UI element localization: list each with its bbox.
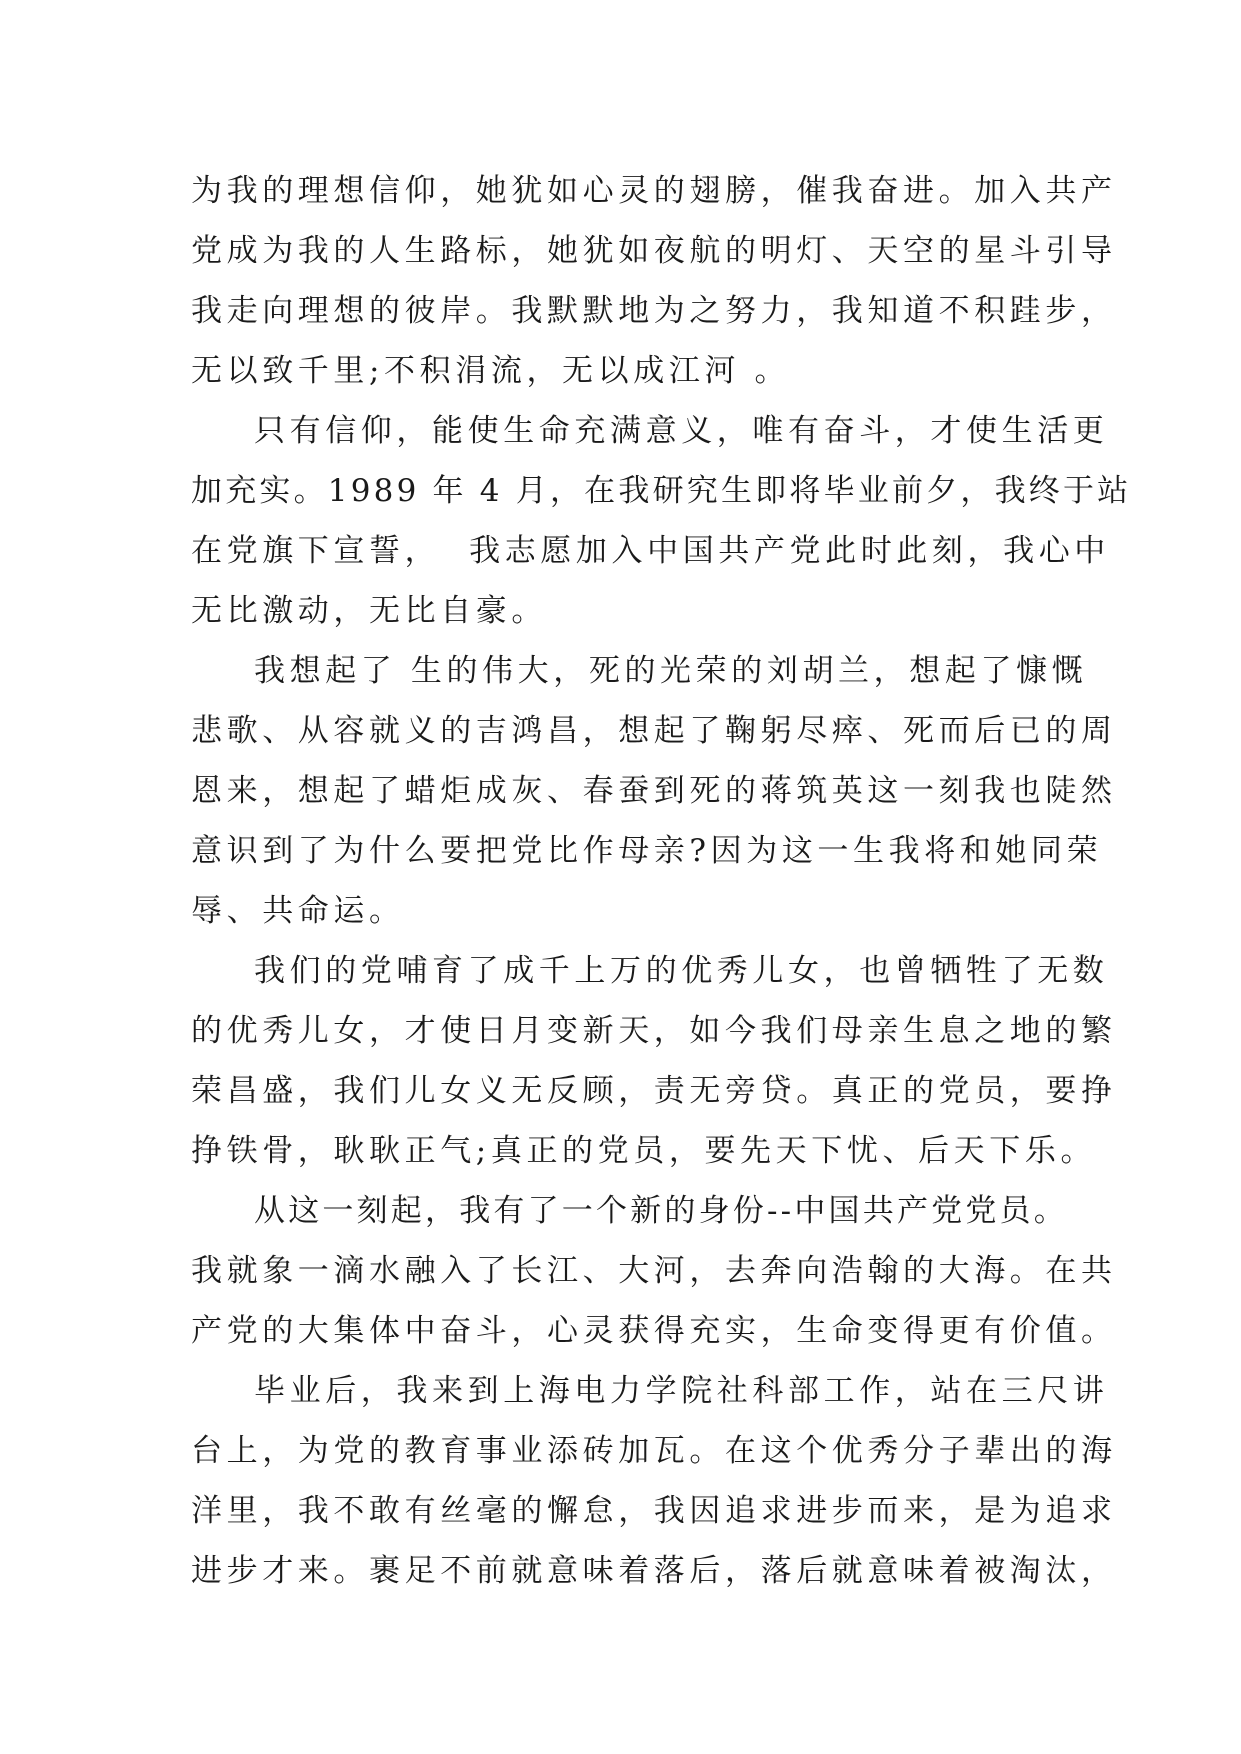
paragraph-start-line: 毕业后，我来到上海电力学院社科部工作，站在三尺讲: [254, 1373, 1109, 1409]
text-line-7: 在党旗下宣誓， 我志愿加入中国共产党此时此刻，我心中: [191, 533, 1110, 569]
text-line-17: 挣铁骨，耿耿正气;真正的党员，要先天下忧、后天下乐。: [191, 1133, 1097, 1169]
text-line-20: 产党的大集体中奋斗，心灵获得充实，生命变得更有价值。: [191, 1313, 1117, 1349]
text-line-10: 悲歌、从容就义的吉鸿昌，想起了鞠躬尽瘁、死而后已的周: [191, 713, 1117, 749]
paragraph-start-line: 我们的党哺育了成千上万的优秀儿女，也曾牺牲了无数: [254, 953, 1109, 989]
text-line-16: 荣昌盛，我们儿女义无反顾，责无旁贷。真正的党员，要挣: [191, 1073, 1117, 1109]
text-line-4: 无以致千里;不积涓流，无以成江河 。: [191, 353, 791, 389]
text-line-12: 意识到了为什么要把党比作母亲?因为这一生我将和她同荣: [191, 833, 1103, 869]
text-line-6: 加充实。1989 年 4 月，在我研究生即将毕业前夕，我终于站: [191, 473, 1132, 509]
text-line-13: 辱、共命运。: [191, 893, 405, 929]
text-line-23: 洋里，我不敢有丝毫的懈怠，我因追求进步而来，是为追求: [191, 1493, 1117, 1529]
text-line-22: 台上，为党的教育事业添砖加瓦。在这个优秀分子辈出的海: [191, 1433, 1117, 1469]
paragraph-start-line: 从这一刻起，我有了一个新的身份--中国共产党党员。: [254, 1193, 1068, 1229]
text-line-8: 无比激动，无比自豪。: [191, 593, 547, 629]
text-line-19: 我就象一滴水融入了长江、大河，去奔向浩翰的大海。在共: [191, 1253, 1117, 1289]
text-line-2: 党成为我的人生路标，她犹如夜航的明灯、天空的星斗引导: [191, 233, 1117, 269]
paragraph-start-line: 我想起了 生的伟大，死的光荣的刘胡兰，想起了慷慨: [254, 653, 1088, 689]
text-line-3: 我走向理想的彼岸。我默默地为之努力，我知道不积跬步，: [191, 293, 1117, 329]
text-line-24: 进步才来。裹足不前就意味着落后，落后就意味着被淘汰，: [191, 1553, 1117, 1589]
text-line-1: 为我的理想信仰，她犹如心灵的翅膀，催我奋进。加入共产: [191, 173, 1117, 209]
text-line-15: 的优秀儿女，才使日月变新天，如今我们母亲生息之地的繁: [191, 1013, 1117, 1049]
text-line-11: 恩来，想起了蜡炬成灰、春蚕到死的蒋筑英这一刻我也陡然: [191, 773, 1117, 809]
paragraph-start-line: 只有信仰，能使生命充满意义，唯有奋斗，才使生活更: [254, 413, 1109, 449]
